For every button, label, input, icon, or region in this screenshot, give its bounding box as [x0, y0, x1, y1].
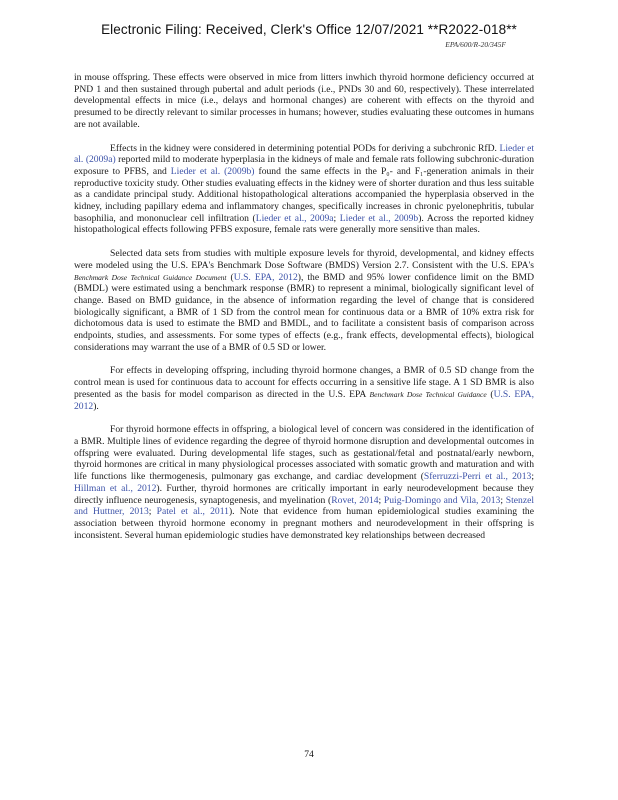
text-run: ).: [93, 400, 99, 412]
citation-link[interactable]: Sferruzzi-Perri et al., 2013: [423, 471, 532, 483]
text-run: reported mild to moderate hyperplasia in the kidneys of male and female rats following subchronic-duration exposure to PFBS, and: [74, 154, 534, 177]
text-run: For effects in developing offspring, including thyroid hormone changes, a BMR of 0.5 SD change from the control mean is used for continuous data to account for effects occurring in a sensitive life stage. A 1 SD BMR is also presented as the basis for model comparison as directed in the U.S. EPA: [74, 365, 534, 400]
citation-link[interactable]: U.S. EPA, 2012: [233, 271, 298, 283]
text-run: ;: [500, 494, 506, 506]
text-run: ). Across the reported kidney histopathological effects following PFBS exposure, female rats were generally more sensitive than males.: [74, 212, 534, 236]
document-id: EPA/600/R-20/345F: [445, 40, 506, 49]
text-run: (: [226, 271, 234, 283]
text-run: ;: [531, 471, 534, 483]
paragraph-4: [74, 365, 534, 412]
citation-link[interactable]: Lieder et al., 2009b: [339, 212, 419, 224]
filing-header: Electronic Filing: Received, Clerk's Office 12/07/2021 **R2022-018**: [101, 22, 517, 37]
citation-link[interactable]: Puig-Domingo and Vila, 2013: [383, 494, 501, 506]
text-run: ). Further, thyroid hormones are critically important in early neurodevelopment because they directly influence neurogenesis, synaptogenesis, and myelination (: [74, 482, 534, 506]
page-number: 74: [304, 749, 314, 760]
body-text: [74, 72, 534, 553]
citation-link[interactable]: Lieder et al. (2009a): [74, 142, 535, 166]
text-run: ;: [148, 506, 157, 518]
citation-link[interactable]: Patel et al., 2011: [156, 506, 229, 518]
paragraph-5: [74, 424, 534, 541]
text-run: ), the BMD and 95% lower confidence limit on the BMD (BMDL) were estimated using a benchmark response (BMR) to represent a minimal, biologically significant level of change. Based on BMD guidance, in the absence of information regarding the level of change that is considered biologically significant, a BMR of 1 SD from the control mean for continuous data or a BMR of 10% extra risk for dichotomous data is used to estimate the BMD and BMDL, and to facilitate a consistent basis of comparison across endpoints, studies, and assessments. For some types of effects (e.g., frank effects, developmental effects), biological considerations may warrant the use of a BMR of 0.5 SD or lower.: [74, 271, 535, 353]
paragraph-1: [74, 72, 534, 131]
text-run: Selected data sets from studies with multiple exposure levels for thyroid, developmental, and kidney effects were modeled using the U.S. EPA's Benchmark Dose Software (BMDS) Version 2.7. Consistent with the U.S. EPA's: [74, 248, 534, 271]
text-run: (: [486, 388, 494, 400]
text-run: found the same effects in the P₀- and F₁-generation animals in their reproductive toxicity study. Other studies evaluating effects in the kidney were of shorter duration and thus less suitable as a candidate principal study. Additional histopathological alterations accompanied the hyperplasia observed in the kidney, including papillary edema and inflammatory changes, specifically increases in chronic pyelonephritis, tubular basophilia, and mononuclear cell infiltration (: [74, 165, 534, 224]
text-run: ;: [378, 494, 384, 506]
paragraph-3: [74, 248, 534, 353]
text-run: For thyroid hormone effects in offspring, a biological level of concern was considered in the identification of a BMR. Multiple lines of evidence regarding the degree of thyroid hormone disruption and developmental outcomes in offspring were evaluated. During developmental life stages, such as gestational/fetal and postnatal/early newborn, thyroid hormones are critical in many physiological processes associated with somatic growth and maturation and with life functions like thermogenesis, pulmonary gas exchange, and cardiac development (: [74, 424, 534, 483]
text-run: in mouse offspring. These effects were observed in mice from litters inwhich thyroid hormone deficiency occurred at PND 1 and then sustained through pubertal and adult periods (i.e., PNDs 30 and 60, respectively). These interrelated developmental effects in mice (i.e., delays and hormonal changes) are coherent with effects on the thyroid and presumed to be directly relevant to similar processes in humans; however, studies evaluating these outcomes in humans are not available.: [74, 72, 534, 130]
citation-link[interactable]: Lieder et al., 2009a: [255, 212, 334, 224]
document-title-italic: Benchmark Dose Technical Guidance Document: [74, 272, 227, 282]
text-run: ;: [333, 212, 340, 224]
text-run: Effects in the kidney were considered in determining potential PODs for deriving a subchronic RfD.: [110, 142, 500, 154]
citation-link[interactable]: Rovet, 2014: [331, 494, 379, 506]
text-run: ). Note that evidence from human epidemiological studies examining the association between thyroid hormone economy in pregnant mothers and neurodevelopment in their offspring is inconsistent. Several human epidemiologic studies have demonstrated key relationships between decreased: [74, 506, 534, 541]
citation-link[interactable]: U.S. EPA, 2012: [74, 388, 535, 412]
citation-link[interactable]: Lieder et al. (2009b): [170, 165, 255, 177]
paragraph-2: [74, 143, 534, 237]
citation-link[interactable]: Hillman et al., 2012: [74, 482, 157, 494]
document-title-italic: Benchmark Dose Technical Guidance: [369, 389, 487, 399]
citation-link[interactable]: Stenzel and Huttner, 2013: [74, 494, 535, 518]
